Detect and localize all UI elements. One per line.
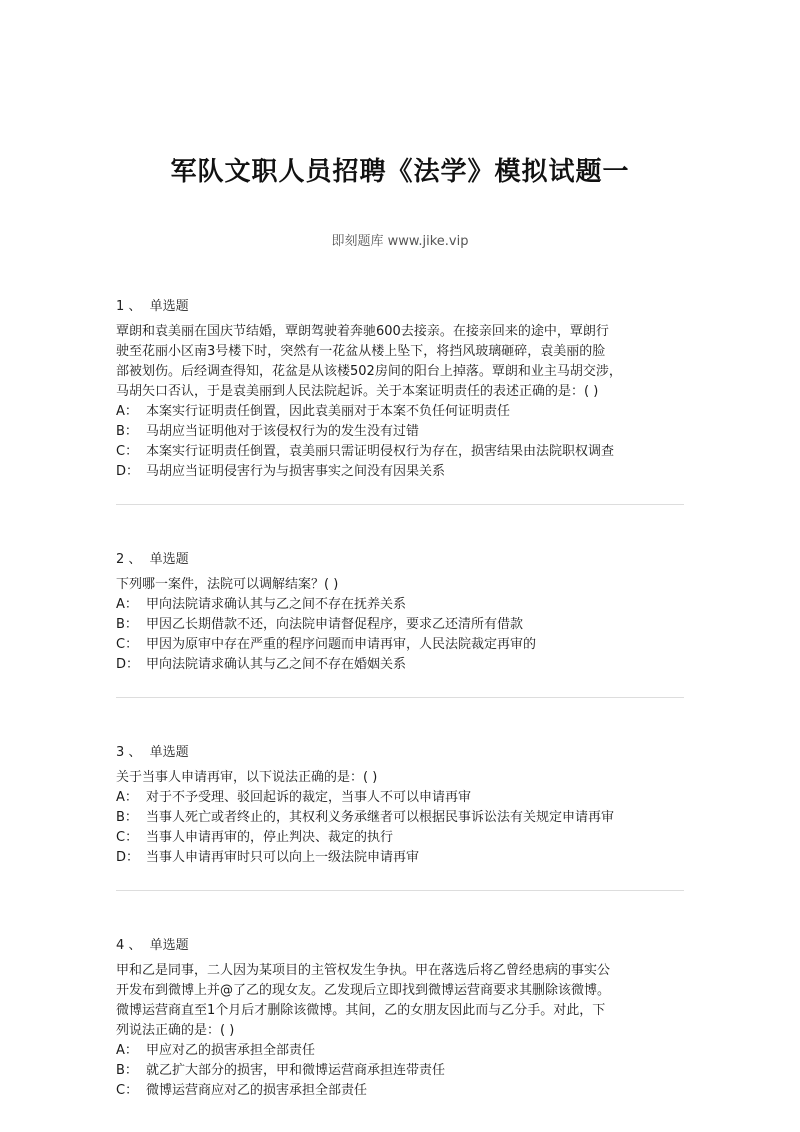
stem-line: 开发布到微博上并@了乙的现女友。乙发现后立即找到微博运营商要求其删除该微博。	[116, 983, 611, 998]
page-title: 军队文职人员招聘《法学》模拟试题一	[170, 157, 630, 187]
option-key: D：	[116, 464, 140, 479]
question-header	[116, 296, 684, 318]
option-c	[116, 635, 684, 655]
question-block	[116, 935, 684, 1101]
option-text: 当事人死亡或者终止的，其权利义务承继者可以根据民事诉讼法有关规定申请再审	[146, 810, 615, 825]
stem-line: 马胡矢口否认，于是袁美丽到人民法院起诉。关于本案证明责任的表述正确的是：( )	[116, 384, 599, 399]
divider	[116, 504, 684, 505]
question-stem	[116, 575, 684, 595]
option-key: A：	[116, 404, 138, 419]
option-c	[116, 442, 684, 462]
option-a	[116, 1041, 684, 1061]
option-text: 马胡应当证明他对于该侵权行为的发生没有过错	[146, 424, 420, 439]
question-block	[116, 296, 684, 505]
option-d	[116, 462, 684, 482]
question-number: 4 、	[116, 938, 142, 953]
option-key: C：	[116, 830, 139, 845]
stem-line: 驶至花丽小区南3号楼下时，突然有一花盆从楼上坠下，将挡风玻璃砸碎，袁美丽的脸	[116, 344, 606, 359]
option-c	[116, 828, 684, 848]
option-key: D：	[116, 850, 140, 865]
stem-line: 微博运营商直至1个月后才删除该微博。其间，乙的女朋友因此而与乙分手。对此，下	[116, 1003, 606, 1018]
option-text: 甲向法院请求确认其与乙之间不存在抚养关系	[146, 597, 407, 612]
stem-line: 下列哪一案件，法院可以调解结案？( )	[116, 577, 339, 592]
option-key: A：	[116, 597, 138, 612]
option-text: 甲向法院请求确认其与乙之间不存在婚姻关系	[146, 657, 407, 672]
option-b	[116, 422, 684, 442]
option-text: 甲因为原审中存在严重的程序问题而申请再审，人民法院裁定再审的	[146, 637, 537, 652]
option-text: 马胡应当证明侵害行为与损害事实之间没有因果关系	[146, 464, 446, 479]
question-stem	[116, 322, 684, 402]
option-key: B：	[116, 617, 138, 632]
question-stem	[116, 768, 684, 788]
stem-line: 部被划伤。后经调查得知，花盆是从该楼502房间的阳台上掉落。覃朗和业主马胡交涉，	[116, 364, 622, 379]
option-text: 本案实行证明责任倒置，袁美丽只需证明侵权行为存在，损害结果由法院职权调查	[146, 444, 615, 459]
stem-line: 关于当事人申请再审，以下说法正确的是：( )	[116, 770, 378, 785]
option-text: 对于不予受理、驳回起诉的裁定，当事人不可以申请再审	[146, 790, 472, 805]
question-stem	[116, 961, 684, 1041]
question-number: 2 、	[116, 552, 142, 567]
option-text: 微博运营商应对乙的损害承担全部责任	[146, 1083, 368, 1098]
option-text: 当事人申请再审的，停止判决、裁定的执行	[146, 830, 394, 845]
question-block	[116, 549, 684, 698]
divider	[116, 697, 684, 698]
question-type: 单选题	[149, 745, 189, 760]
option-a	[116, 595, 684, 615]
option-key: B：	[116, 1063, 138, 1078]
option-key: C：	[116, 1083, 139, 1098]
question-header	[116, 742, 684, 764]
option-key: C：	[116, 637, 139, 652]
divider	[116, 890, 684, 891]
question-block	[116, 742, 684, 891]
option-key: B：	[116, 810, 138, 825]
option-d	[116, 848, 684, 868]
question-number: 3 、	[116, 745, 142, 760]
option-text: 甲应对乙的损害承担全部责任	[146, 1043, 316, 1058]
option-key: D：	[116, 657, 140, 672]
stem-line: 覃朗和袁美丽在国庆节结婚，覃朗驾驶着奔驰600去接亲。在接亲回来的途中，覃朗行	[116, 324, 609, 339]
question-type: 单选题	[149, 938, 189, 953]
stem-line: 甲和乙是同事，二人因为某项目的主管权发生争执。甲在落选后将乙曾经患病的事实公	[116, 963, 611, 978]
option-d	[116, 655, 684, 675]
stem-line: 列说法正确的是：( )	[116, 1023, 235, 1038]
option-key: B：	[116, 424, 138, 439]
option-a	[116, 788, 684, 808]
option-key: A：	[116, 790, 138, 805]
question-header	[116, 549, 684, 571]
question-type: 单选题	[149, 552, 189, 567]
option-b	[116, 808, 684, 828]
option-text: 甲因乙长期借款不还，向法院申请督促程序，要求乙还清所有借款	[146, 617, 524, 632]
option-text: 本案实行证明责任倒置，因此袁美丽对于本案不负任何证明责任	[146, 404, 511, 419]
option-key: C：	[116, 444, 139, 459]
option-b	[116, 615, 684, 635]
question-type: 单选题	[149, 299, 189, 314]
option-a	[116, 402, 684, 422]
option-b	[116, 1061, 684, 1081]
question-number: 1 、	[116, 299, 142, 314]
question-header	[116, 935, 684, 957]
option-key: A：	[116, 1043, 138, 1058]
option-c	[116, 1081, 684, 1101]
option-text: 就乙扩大部分的损害，甲和微博运营商承担连带责任	[146, 1063, 446, 1078]
source-line: 即刻题库 www.jike.vip	[331, 234, 469, 249]
option-text: 当事人申请再审时只可以向上一级法院申请再审	[146, 850, 420, 865]
